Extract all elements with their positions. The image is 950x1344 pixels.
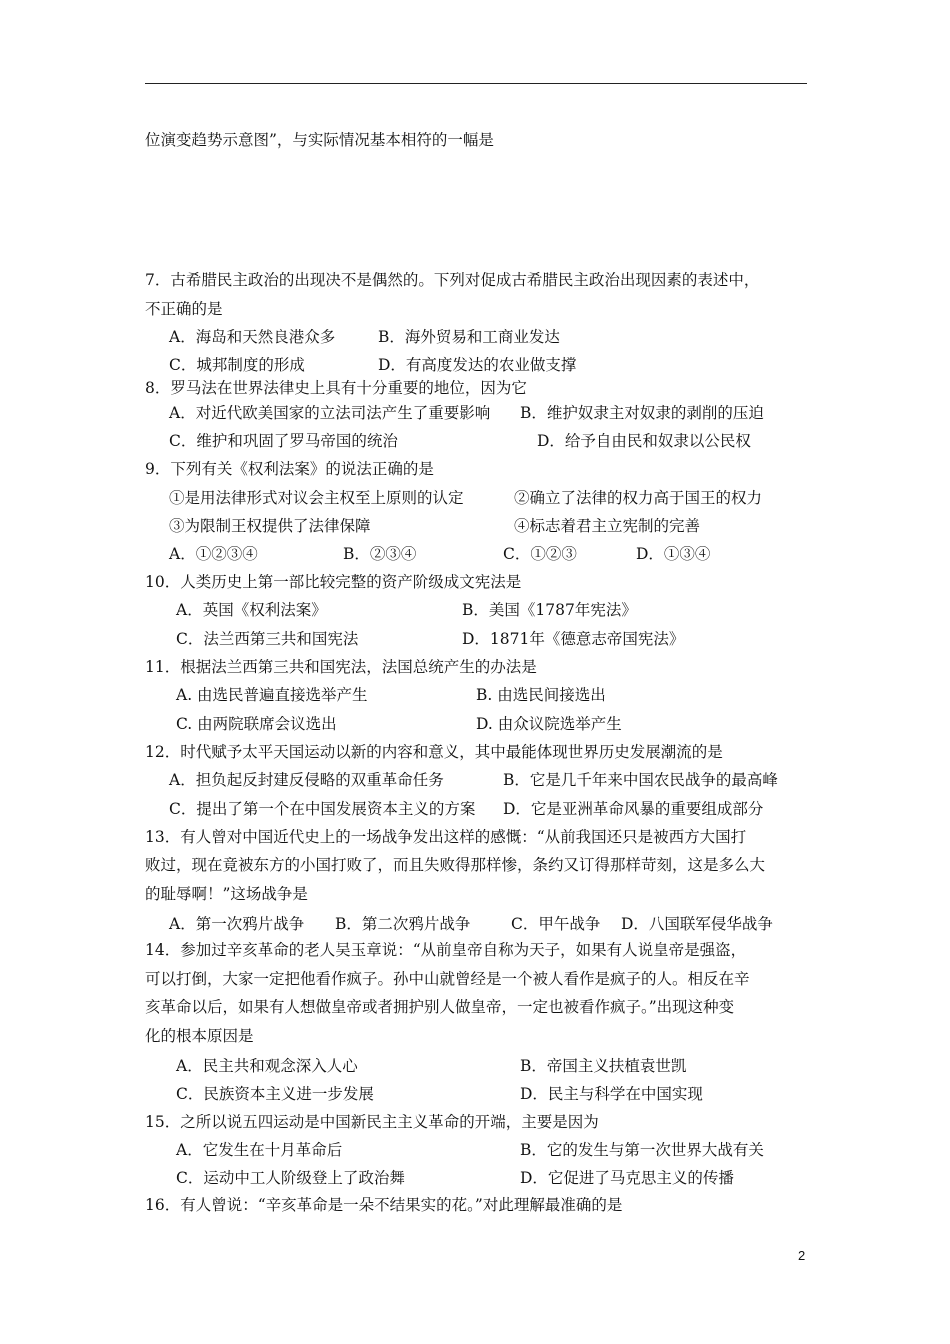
q13-option-c: C．甲午战争	[511, 915, 601, 933]
q14-option-b: B．帝国主义扶植袁世凯	[520, 1057, 687, 1075]
q7-option-a: A．海岛和天然良港众多	[169, 328, 336, 346]
q13-option-b: B．第二次鸦片战争	[335, 915, 471, 933]
q7-option-b: B．海外贸易和工商业发达	[378, 328, 560, 346]
q8-option-a: A．对近代欧美国家的立法司法产生了重要影响	[169, 404, 491, 422]
q12-option-a: A．担负起反封建反侵略的双重革命任务	[169, 771, 444, 789]
q13-option-a: A．第一次鸦片战争	[169, 915, 305, 933]
q12-stem: 12．时代赋予太平天国运动以新的内容和意义，其中最能体现世界历史发展潮流的是	[145, 743, 723, 761]
q13-stem-line1: 13．有人曾对中国近代史上的一场战争发出这样的感慨：“从前我国还只是被西方大国打	[145, 828, 747, 846]
q12-option-c: C．提出了第一个在中国发展资本主义的方案	[169, 800, 476, 818]
q16-stem: 16．有人曾说：“辛亥革命是一朵不结果实的花。”对此理解最准确的是	[145, 1196, 623, 1214]
q11-option-c: C. 由两院联席会议选出	[176, 715, 337, 733]
q8-option-c: C．维护和巩固了罗马帝国的统治	[169, 432, 398, 450]
q10-stem: 10．人类历史上第一部比较完整的资产阶级成文宪法是	[145, 573, 522, 591]
q14-stem-line1: 14．参加过辛亥革命的老人吴玉章说：“从前皇帝自称为天子，如果有人说皇帝是强盗，	[145, 941, 747, 959]
q13-stem-line3: 的耻辱啊！”这场战争是	[145, 885, 308, 903]
q12-option-b: B．它是几千年来中国农民战争的最高峰	[503, 771, 778, 789]
q14-option-c: C．民族资本主义进一步发展	[176, 1085, 374, 1103]
q11-option-d: D. 由众议院选举产生	[476, 715, 622, 733]
page-number: 2	[798, 1248, 806, 1263]
q14-stem-line3: 亥革命以后，如果有人想做皇帝或者拥护别人做皇帝，一定也被看作疯子。”出现这种变	[145, 998, 735, 1016]
q9-option-c: C．①②③	[503, 545, 577, 563]
q7-option-c: C．城邦制度的形成	[169, 356, 305, 374]
q7-stem-line1: 7．古希腊民主政治的出现决不是偶然的。下列对促成古希腊民主政治出现因素的表述中，	[145, 271, 760, 289]
q15-option-a: A．它发生在十月革命后	[176, 1141, 343, 1159]
q7-stem-line2: 不正确的是	[145, 300, 223, 318]
q14-option-a: A．民主共和观念深入人心	[176, 1057, 358, 1075]
q10-option-b: B．美国《1787年宪法》	[462, 601, 637, 619]
q9-stem: 9．下列有关《权利法案》的说法正确的是	[145, 460, 434, 478]
q15-option-b: B．它的发生与第一次世界大战有关	[520, 1141, 764, 1159]
question-6-fragment: 位演变趋势示意图”，与实际情况基本相符的一幅是	[145, 131, 494, 149]
q12-option-d: D．它是亚洲革命风暴的重要组成部分	[503, 800, 764, 818]
q9-option-b: B．②③④	[343, 545, 417, 563]
q8-option-b: B．维护奴隶主对奴隶的剥削的压迫	[520, 404, 764, 422]
q13-stem-line2: 败过，现在竟被东方的小国打败了，而且失败得那样惨，条约又订得那样苛刻，这是多么大	[145, 856, 766, 874]
q8-stem: 8．罗马法在世界法律史上具有十分重要的地位，因为它	[145, 379, 527, 397]
q15-option-d: D．它促进了马克思主义的传播	[520, 1169, 734, 1187]
q10-option-d: D．1871年《德意志帝国宪法》	[462, 630, 685, 648]
q10-option-c: C．法兰西第三共和国宪法	[176, 630, 359, 648]
q14-stem-line4: 化的根本原因是	[145, 1027, 254, 1045]
q10-option-a: A．英国《权利法案》	[176, 601, 327, 619]
q8-option-d: D．给予自由民和奴隶以公民权	[537, 432, 751, 450]
q15-stem: 15．之所以说五四运动是中国新民主主义革命的开端，主要是因为	[145, 1113, 599, 1131]
q15-option-c: C．运动中工人阶级登上了政治舞	[176, 1169, 405, 1187]
q14-option-d: D．民主与科学在中国实现	[520, 1085, 703, 1103]
q11-option-b: B. 由选民间接选出	[476, 686, 606, 704]
q11-stem: 11．根据法兰西第三共和国宪法，法国总统产生的办法是	[145, 658, 537, 676]
q9-statement-4: ④标志着君主立宪制的完善	[514, 517, 701, 535]
q7-option-d: D．有高度发达的农业做支撑	[378, 356, 577, 374]
q11-option-a: A. 由选民普遍直接选举产生	[176, 686, 368, 704]
q9-statement-3: ③为限制王权提供了法律保障	[169, 517, 371, 535]
q9-option-d: D．①③④	[636, 545, 711, 563]
q13-option-d: D．八国联军侵华战争	[621, 915, 773, 933]
q9-option-a: A．①②③④	[169, 545, 258, 563]
q9-statement-1: ①是用法律形式对议会主权至上原则的认定	[169, 489, 464, 507]
q14-stem-line2: 可以打倒，大家一定把他看作疯子。孙中山就曾经是一个被人看作是疯子的人。相反在辛	[145, 970, 750, 988]
header-rule	[145, 83, 807, 84]
q9-statement-2: ②确立了法律的权力高于国王的权力	[514, 489, 763, 507]
